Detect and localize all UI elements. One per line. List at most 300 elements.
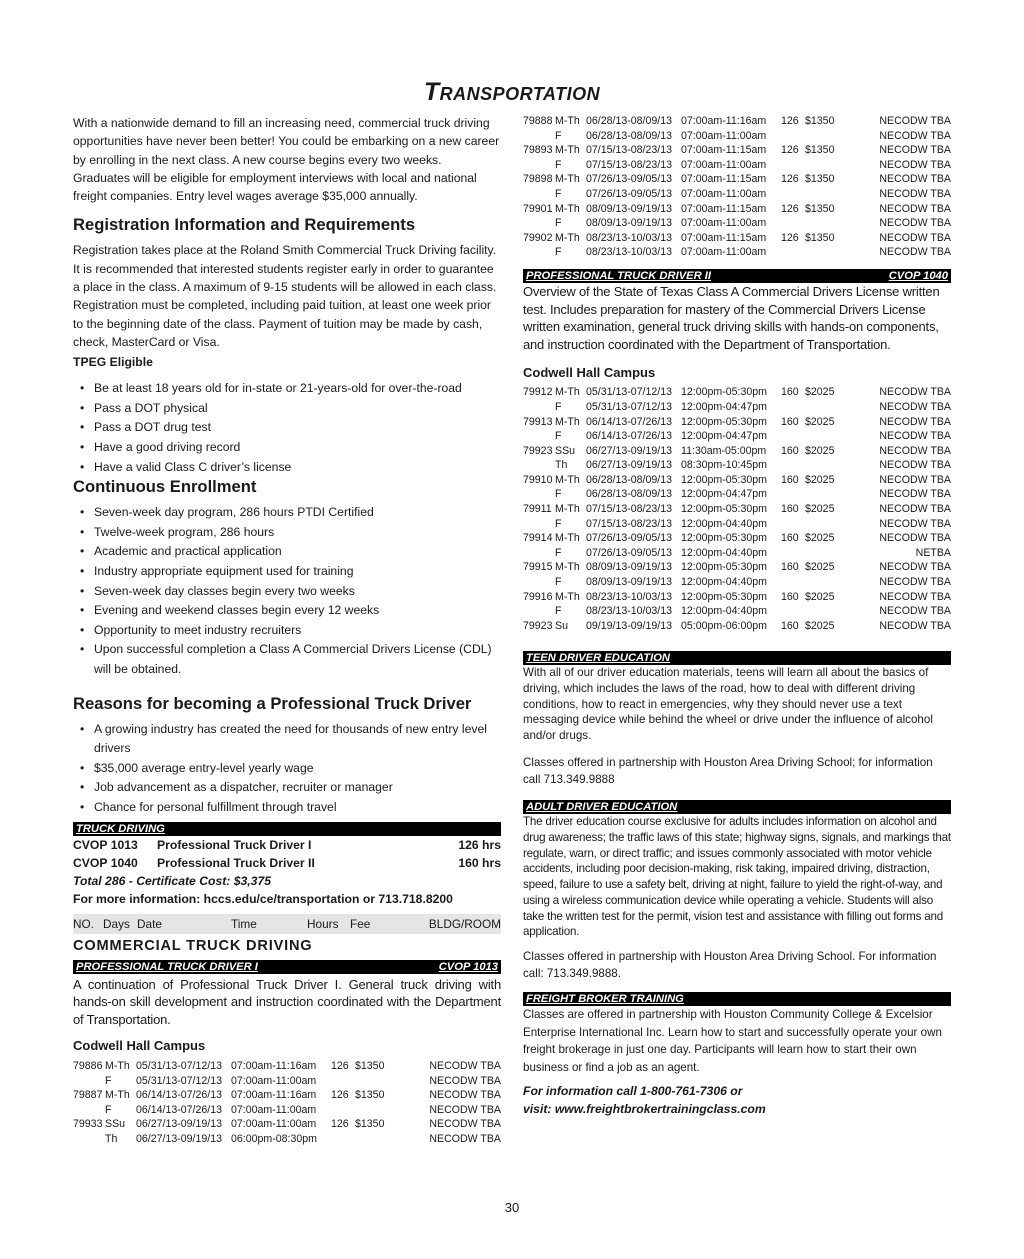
course-number: [523, 429, 555, 444]
section-bar-label: ADULT DRIVER EDUCATION: [526, 801, 678, 814]
course-time: 07:00am-11:15am: [681, 173, 767, 186]
course-time: 12:00pm-05:30pm: [681, 561, 767, 574]
course-time: 12:00pm-04:40pm: [681, 517, 767, 530]
course-number: [523, 129, 555, 144]
truck-driving-summary: [73, 836, 501, 908]
course-room: NECODW TBA: [879, 561, 951, 574]
table-row: [523, 231, 951, 246]
course-room: NECODW TBA: [429, 1118, 501, 1131]
course-dates: 05/31/13-07/12/13: [136, 1060, 223, 1073]
teen-text: With all of our driver education materials, teens will learn all about the basics of driving, which includes the laws of the road, how to deal with different driving conditions, how to react in emergencies, why they should never use a text messaging device while behind the wheel or drive under the influence of alcohol and/or drugs.: [523, 666, 933, 742]
course-room: NECODW TBA: [429, 1074, 501, 1087]
course-hours: [781, 187, 805, 202]
course-dates: 08/09/13-09/19/13: [586, 202, 673, 215]
section-bar-label: TEEN DRIVER EDUCATION: [526, 652, 670, 665]
course-time: 07:00am-11:16am: [681, 115, 767, 127]
course-hours: [781, 517, 805, 532]
ptd2-description: Overview of the State of Texas Class A Commercial Drivers License written test. Includes preparation for mastery of the Commercial Drivers License written examination, general truck driving skills with hands-on components, and instruction coordinated with the Department of Transportation.: [523, 283, 940, 352]
section-bar: [523, 651, 951, 665]
section-bar-code: CVOP 1013: [438, 960, 498, 973]
list-item: • A growing industry has created the need for thousands of new entry level drivers: [94, 720, 501, 759]
course-time: 12:00pm-05:30pm: [681, 415, 767, 428]
course-room: NECODW TBA: [879, 173, 951, 186]
course-number: [523, 216, 555, 231]
list-item: • Be at least 18 years old for in-state or 21-years-old for over-the-road: [94, 379, 501, 399]
course-dates: 08/23/13-10/03/13: [586, 246, 673, 259]
course-days: M-Th: [555, 473, 580, 486]
course-hours: 160: [781, 619, 799, 632]
table-row: [73, 1117, 501, 1132]
table-row: [523, 590, 951, 605]
course-dates: 08/09/13-09/19/13: [586, 217, 673, 230]
course-fee: [805, 216, 855, 231]
course-dates: 06/28/13-08/09/13: [586, 473, 673, 486]
course-fee: [805, 187, 855, 202]
course-hours: [331, 1103, 355, 1118]
course-dates: 07/26/13-09/05/13: [586, 187, 673, 200]
section-bar-label: TRUCK DRIVING: [76, 822, 165, 835]
course-hours: [781, 429, 805, 444]
freight-text: Classes are offered in partnership with Houston Community College & Excelsior Enterprise International Inc. Learn how to start and successfully operate your own freight brokerage in just one day. Participants will learn how to start their own business or find a job as an agent.: [523, 1008, 942, 1074]
course-room: NECODW TBA: [879, 231, 951, 244]
ptd1-description: A continuation of Professional Truck Driver I. General truck driving with hands-on skill development and instruction coordinated with the Department of Transportation.: [73, 976, 501, 1027]
course-number: [73, 1132, 105, 1147]
section-bar-code: CVOP 1040: [888, 269, 948, 282]
table-row: [523, 444, 951, 459]
course-dates: 06/14/13-07/26/13: [586, 430, 673, 443]
course-days: F: [555, 187, 562, 200]
course-number: [523, 575, 555, 590]
course-days: M-Th: [555, 590, 580, 603]
list-item: • Academic and practical application: [94, 542, 501, 562]
course-dates: 06/27/13-09/19/13: [586, 459, 673, 472]
table-row: [523, 158, 951, 173]
table-row: [523, 114, 951, 129]
course-time: 07:00am-11:00am: [231, 1118, 317, 1131]
course-dates: 07/15/13-08/23/13: [586, 144, 673, 157]
course-time: 12:00pm-04:47pm: [681, 400, 767, 413]
course-days: F: [555, 400, 562, 413]
course-time: 07:00am-11:00am: [681, 129, 767, 142]
course-room: NECODW TBA: [879, 532, 951, 545]
section-bar: [523, 269, 951, 283]
course-fee: [805, 458, 855, 473]
course-fee: [805, 487, 855, 502]
course-fee: [355, 1132, 405, 1147]
table-row: [523, 575, 951, 590]
course-time: 06:00pm-08:30pm: [231, 1133, 317, 1146]
course-room: NECODW TBA: [879, 503, 951, 516]
course-days: M-Th: [555, 115, 580, 127]
course-number: 79912: [523, 386, 553, 399]
table-row: [523, 473, 951, 488]
course-number: 79902: [523, 231, 553, 244]
course-days: M-Th: [105, 1060, 130, 1073]
course-days: Th: [105, 1133, 118, 1146]
course-hours: [781, 604, 805, 619]
course-days: F: [555, 217, 562, 230]
course-number: [523, 158, 555, 173]
course-time: 12:00pm-04:47pm: [681, 430, 767, 443]
table-row: [523, 458, 951, 473]
course-hours: 126: [331, 1118, 349, 1131]
table-row: [523, 216, 951, 231]
list-item: • Seven-week day program, 286 hours PTDI Certified: [94, 503, 501, 523]
course-days: M-Th: [555, 173, 580, 186]
course-number: [523, 604, 555, 619]
course-hours: [781, 458, 805, 473]
freight-contact-link[interactable]: visit: www.freightbrokertrainingclass.com: [523, 1102, 766, 1116]
course-dates: 07/15/13-08/23/13: [586, 158, 673, 171]
adult-partner: Classes offered in partnership with Houston Area Driving School. For information call: 713.349.9888.: [523, 950, 937, 980]
course-number: [523, 245, 555, 260]
section-bar: [73, 822, 501, 836]
section-bar-label: PROFESSIONAL TRUCK DRIVER II: [526, 269, 712, 282]
table-row: [523, 560, 951, 575]
course-hours: [781, 158, 805, 173]
page-title: Transportation: [423, 78, 601, 106]
course-number: [523, 400, 555, 415]
course-hours: 126: [781, 115, 799, 127]
course-days: F: [105, 1103, 112, 1116]
course-fee: $1350: [805, 202, 835, 215]
course-number: [523, 517, 555, 532]
course-time: 07:00am-11:00am: [681, 187, 767, 200]
course-hours: 160: [781, 386, 799, 399]
list-item: • Chance for personal fulfillment through travel: [94, 798, 501, 818]
table-row: [523, 487, 951, 502]
table-row: [523, 172, 951, 187]
course-dates: 06/28/13-08/09/13: [586, 115, 673, 127]
course-room: NECODW TBA: [879, 217, 951, 230]
course-room: NECODW TBA: [879, 430, 951, 443]
commercial-heading: COMMERCIAL TRUCK DRIVING: [73, 937, 313, 954]
course-fee: [355, 1074, 405, 1089]
course-room: NECODW TBA: [429, 1103, 501, 1116]
course-fee: [805, 517, 855, 532]
course-dates: 06/14/13-07/26/13: [136, 1103, 223, 1116]
course-days: F: [555, 605, 562, 618]
course-days: M-Th: [555, 503, 580, 516]
course-fee: [805, 546, 855, 561]
course-hours: [781, 487, 805, 502]
course-dates: 08/23/13-10/03/13: [586, 590, 673, 603]
course-time: 11:30am-05:00pm: [681, 444, 767, 457]
schedule-header: [73, 914, 501, 934]
course-fee: $1350: [355, 1089, 385, 1102]
ptd1-schedule: [73, 1059, 501, 1147]
course-hours: 126 hrs: [458, 837, 501, 852]
reasons-heading: Reasons for becoming a Professional Truck Driver: [73, 693, 472, 713]
course-time: 07:00am-11:00am: [681, 158, 767, 171]
table-row: [73, 1074, 501, 1089]
course-dates: 05/31/13-07/12/13: [136, 1074, 223, 1087]
course-fee: $2025: [805, 386, 835, 399]
course-dates: 08/23/13-10/03/13: [586, 231, 673, 244]
table-row: [523, 604, 951, 619]
course-dates: 05/31/13-07/12/13: [586, 400, 673, 413]
course-number: [523, 487, 555, 502]
tpeg-label: TPEG Eligible: [73, 355, 153, 370]
list-item: • Have a valid Class C driver’s license: [94, 458, 501, 478]
course-number: 79887: [73, 1089, 103, 1102]
course-dates: 06/28/13-08/09/13: [586, 488, 673, 501]
course-hours: 160 hrs: [458, 855, 501, 870]
course-days: M-Th: [555, 386, 580, 399]
course-time: 07:00am-11:00am: [681, 217, 767, 230]
continuous-enrollment-heading: Continuous Enrollment: [73, 477, 257, 497]
course-room: NECODW TBA: [879, 444, 951, 457]
course-time: 07:00am-11:00am: [231, 1103, 317, 1116]
course-room: NECODW TBA: [879, 473, 951, 486]
table-row: [73, 1132, 501, 1147]
table-row: [523, 400, 951, 415]
course-number: 79913: [523, 415, 553, 428]
list-item: • $35,000 average entry-level yearly wage: [94, 759, 501, 779]
course-time: 12:00pm-05:30pm: [681, 473, 767, 486]
course-dates: 07/26/13-09/05/13: [586, 532, 673, 545]
course-number: [523, 546, 555, 561]
course-fee: $2025: [805, 444, 835, 457]
section-bar: [73, 960, 501, 974]
course-hours: 126: [781, 173, 799, 186]
course-days: Th: [555, 459, 568, 472]
course-fee: $1350: [805, 173, 835, 186]
course-hours: 126: [331, 1089, 349, 1102]
course-fee: $1350: [805, 115, 835, 127]
course-days: F: [555, 246, 562, 259]
course-dates: 07/26/13-09/05/13: [586, 546, 673, 559]
list-item: • Job advancement as a dispatcher, recruiter or manager: [94, 778, 501, 798]
course-number: [523, 187, 555, 202]
course-days: M-Th: [555, 144, 580, 157]
table-row: [523, 245, 951, 260]
course-days: F: [555, 430, 562, 443]
course-hours: [781, 400, 805, 415]
course-dates: 08/09/13-09/19/13: [586, 561, 673, 574]
course-room: NECODW TBA: [879, 576, 951, 589]
course-row: [73, 854, 501, 872]
course-dates: 08/23/13-10/03/13: [586, 605, 673, 618]
course-fee: $2025: [805, 473, 835, 486]
course-room: NECODW TBA: [879, 115, 951, 127]
course-days: F: [105, 1074, 112, 1087]
course-fee: $2025: [805, 532, 835, 545]
left-column: [73, 114, 501, 1147]
course-time: 08:30pm-10:45pm: [681, 459, 767, 472]
course-row: [73, 836, 501, 854]
course-number: 79923: [523, 619, 553, 632]
course-fee: [805, 604, 855, 619]
course-days: M-Th: [555, 202, 580, 215]
course-time: 12:00pm-04:40pm: [681, 546, 767, 559]
course-time: 07:00am-11:15am: [681, 231, 767, 244]
course-code: CVOP 1040: [73, 855, 138, 870]
campus-label: Codwell Hall Campus: [523, 365, 656, 381]
table-row: [523, 531, 951, 546]
table-row: [523, 129, 951, 144]
list-item: • Have a good driving record: [94, 438, 501, 458]
course-time: 12:00pm-05:30pm: [681, 503, 767, 516]
header-hours: Hours: [307, 916, 339, 931]
course-days: F: [555, 129, 562, 142]
table-row: [523, 619, 951, 634]
table-row: [523, 546, 951, 561]
section-bar: [523, 992, 951, 1006]
course-dates: 06/27/13-09/19/13: [136, 1118, 223, 1131]
course-dates: 06/28/13-08/09/13: [586, 129, 673, 142]
table-row: [523, 429, 951, 444]
course-room: NECODW TBA: [879, 246, 951, 259]
course-number: 79933: [73, 1118, 103, 1131]
course-time: 12:00pm-05:30pm: [681, 590, 767, 603]
course-days: M-Th: [555, 561, 580, 574]
total-cost: Total 286 - Certificate Cost: $3,375: [73, 873, 272, 888]
course-hours: [331, 1132, 355, 1147]
course-days: M-Th: [555, 415, 580, 428]
course-room: NECODW TBA: [879, 400, 951, 413]
truck-driving-block: [73, 822, 501, 908]
course-room: NECODW TBA: [879, 590, 951, 603]
course-code: CVOP 1013: [73, 837, 138, 852]
course-room: NECODW TBA: [879, 605, 951, 618]
intro-paragraph: With a nationwide demand to fill an increasing need, commercial truck driving opportunities have never been better! You could be embarking on a new career by enrolling in the next class. A new course begins every two weeks. Graduates will be eligible for employment interviews with local and national freight companies. Entry level wages average $35,000 annually.: [73, 116, 500, 204]
course-room: NECODW TBA: [879, 386, 951, 399]
course-name: Professional Truck Driver II: [157, 855, 315, 870]
course-days: SSu: [555, 444, 576, 457]
course-room: NECODW TBA: [879, 144, 951, 157]
course-hours: 160: [781, 444, 799, 457]
course-fee: $2025: [805, 561, 835, 574]
course-hours: [331, 1074, 355, 1089]
course-fee: [805, 575, 855, 590]
continuous-enrollment-list: [73, 503, 501, 679]
course-room: NECODW TBA: [879, 459, 951, 472]
table-row: [523, 187, 951, 202]
course-fee: [805, 129, 855, 144]
course-number: 79893: [523, 144, 553, 157]
list-item: • Evening and weekend classes begin every 12 weeks: [94, 601, 501, 621]
course-hours: 160: [781, 561, 799, 574]
course-hours: 126: [781, 202, 799, 215]
course-dates: 06/27/13-09/19/13: [136, 1133, 223, 1146]
course-time: 12:00pm-04:40pm: [681, 576, 767, 589]
course-number: 79901: [523, 202, 553, 215]
course-dates: 07/15/13-08/23/13: [586, 517, 673, 530]
course-room: NECODW TBA: [879, 415, 951, 428]
list-item: • Upon successful completion a Class A Commercial Drivers License (CDL) will be obtained.: [94, 640, 501, 679]
course-days: F: [555, 158, 562, 171]
course-room: NECODW TBA: [429, 1133, 501, 1146]
course-fee: $2025: [805, 415, 835, 428]
course-hours: [781, 245, 805, 260]
course-days: M-Th: [555, 532, 580, 545]
course-room: NECODW TBA: [879, 158, 951, 171]
course-dates: 09/19/13-09/19/13: [586, 619, 673, 632]
teen-partner: Classes offered in partnership with Houston Area Driving School; for information call 713.349.9888: [523, 756, 933, 787]
course-room: NECODW TBA: [879, 129, 951, 142]
header-time: Time: [231, 916, 257, 931]
course-time: 12:00pm-05:30pm: [681, 386, 767, 399]
course-hours: 160: [781, 503, 799, 516]
list-item: • Pass a DOT physical: [94, 399, 501, 419]
table-row: [73, 1059, 501, 1074]
course-number: [523, 458, 555, 473]
course-hours: 126: [781, 231, 799, 244]
course-time: 12:00pm-05:30pm: [681, 532, 767, 545]
course-fee: $2025: [805, 503, 835, 516]
registration-requirements-list: [73, 379, 501, 477]
course-dates: 07/26/13-09/05/13: [586, 173, 673, 186]
course-days: M-Th: [105, 1089, 130, 1102]
course-dates: 07/15/13-08/23/13: [586, 503, 673, 516]
page-number: 30: [504, 1200, 520, 1215]
course-days: F: [555, 576, 562, 589]
table-row: [523, 202, 951, 217]
course-time: 07:00am-11:16am: [231, 1089, 317, 1102]
course-days: SSu: [105, 1118, 126, 1131]
registration-text: Registration takes place at the Roland Smith Commercial Truck Driving facility. It is recommended that interested students register early in order to guarantee a place in the class. A maximum of 9-15 students will be allowed in each class. Registration must be completed, including paid tuition, at least one week prior to the beginning date of the class. Payment of tuition may be made by cash, check, MasterCard or Visa.: [73, 243, 497, 349]
course-days: F: [555, 488, 562, 501]
course-room: NECODW TBA: [879, 202, 951, 215]
adult-text: The driver education course exclusive for adults includes information on alcohol and drug awareness; the traffic laws of this state; highway signs, signals, and markings that regulate, warn, or direct traffic; and issues commonly associated with motor vehicle accidents, including poor decision-making, risk taking, impaired driving, distraction, speed, failure to use a safety belt, driving at night, failure to yield the right-of-way, and using a wireless communication device while operating a vehicle. Students will also take the written test for the permit, vision test and assistance with filling out forms and application.: [523, 815, 951, 939]
table-row: [523, 502, 951, 517]
course-fee: [805, 400, 855, 415]
course-number: 79898: [523, 173, 553, 186]
course-number: [73, 1103, 105, 1118]
course-room: NECODW TBA: [429, 1060, 501, 1073]
course-hours: 126: [781, 144, 799, 157]
course-fee: $1350: [805, 144, 835, 157]
table-row: [523, 143, 951, 158]
course-fee: $1350: [355, 1118, 385, 1131]
table-row: [523, 415, 951, 430]
course-room: NETBA: [915, 546, 951, 559]
course-room: NECODW TBA: [429, 1089, 501, 1102]
right-column: [523, 114, 951, 1118]
course-dates: 08/09/13-09/19/13: [586, 576, 673, 589]
course-hours: [781, 216, 805, 231]
course-time: 07:00am-11:00am: [681, 246, 767, 259]
course-fee: [805, 158, 855, 173]
campus-label: Codwell Hall Campus: [73, 1038, 206, 1054]
course-hours: [781, 129, 805, 144]
course-number: 79888: [523, 115, 553, 127]
table-row: [523, 517, 951, 532]
list-item: • Pass a DOT drug test: [94, 418, 501, 438]
list-item: • Seven-week day classes begin every two weeks: [94, 582, 501, 602]
course-hours: [781, 546, 805, 561]
registration-heading: Registration Information and Requirements: [73, 215, 416, 235]
section-bar: [523, 800, 951, 814]
course-days: Su: [555, 619, 568, 632]
course-time: 07:00am-11:15am: [681, 202, 767, 215]
course-time: 07:00am-11:15am: [681, 144, 767, 157]
table-row: [523, 385, 951, 400]
course-number: 79916: [523, 590, 553, 603]
course-room: NECODW TBA: [879, 488, 951, 501]
course-fee: $2025: [805, 619, 835, 632]
header-date: Date: [137, 916, 162, 931]
freight-contact-phone: For information call 1-800-761-7306 or: [523, 1084, 743, 1098]
course-days: F: [555, 517, 562, 530]
course-hours: 160: [781, 415, 799, 428]
course-days: F: [555, 546, 562, 559]
course-fee: $2025: [805, 590, 835, 603]
ptd1-schedule-continued: [523, 114, 951, 260]
course-hours: 160: [781, 532, 799, 545]
course-number: 79923: [523, 444, 553, 457]
